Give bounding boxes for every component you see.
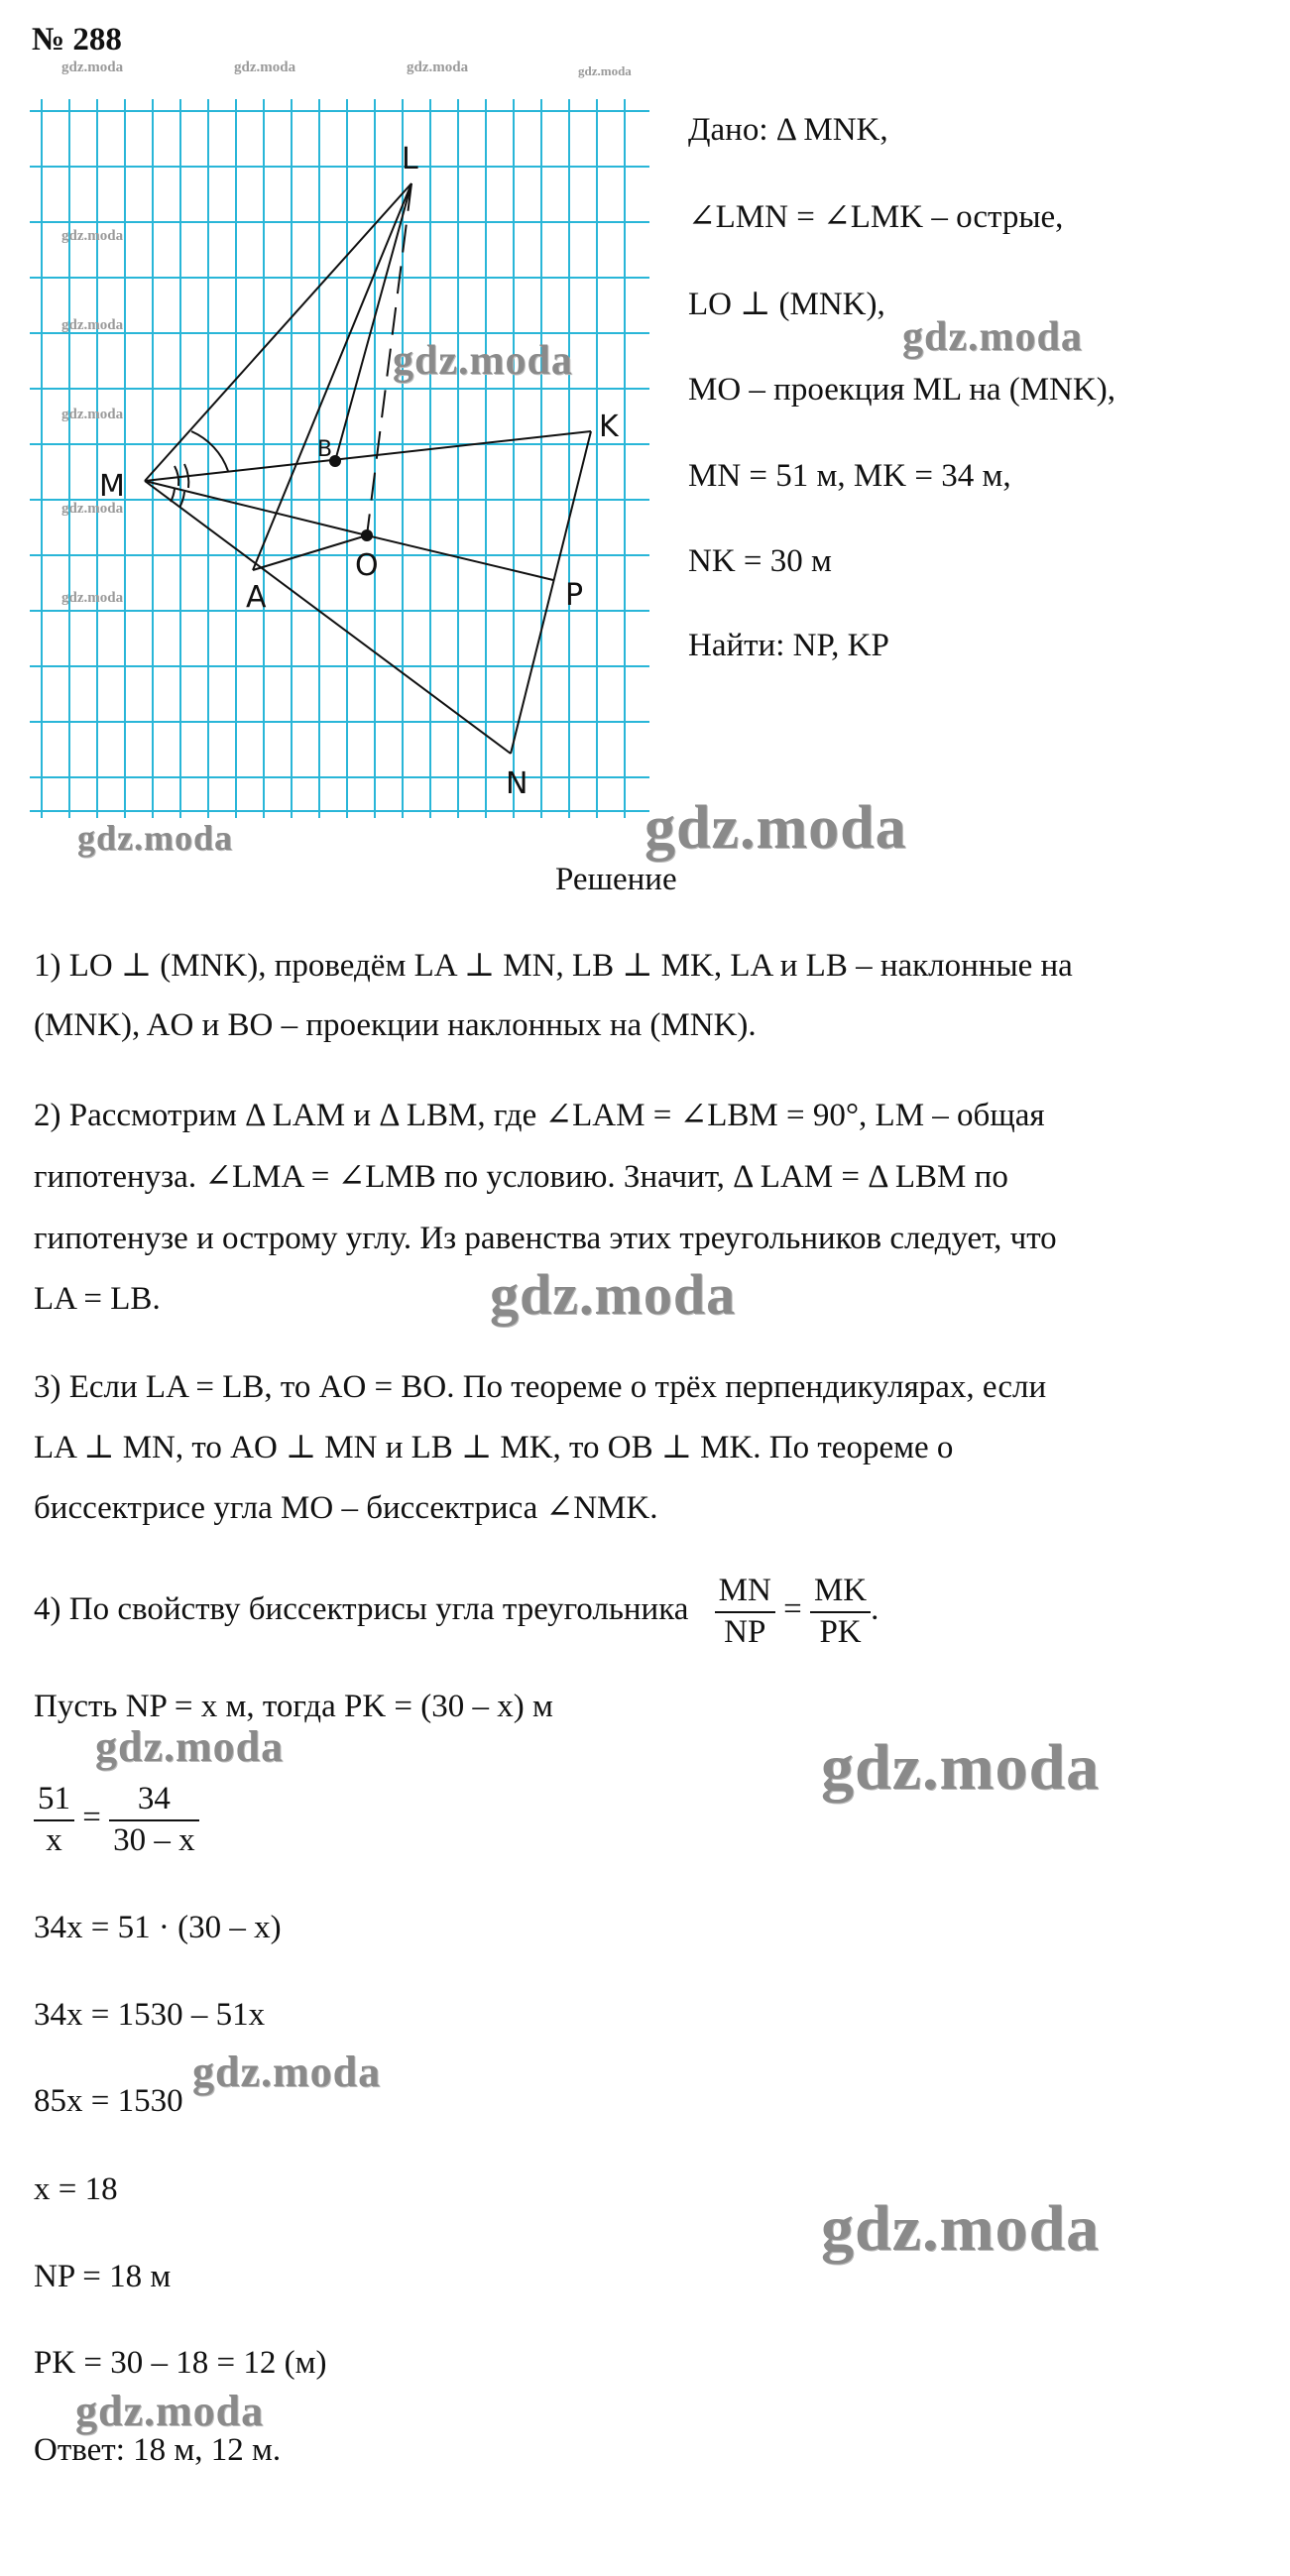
step2-line: LA = LB. (34, 1281, 161, 1317)
equation-line: x = 18 (34, 2171, 118, 2207)
step2-line: гипотенуза. ∠LMA = ∠LMB по условию. Значит, Δ LAM = Δ LBM по (34, 1159, 1008, 1195)
label-p: P (565, 578, 584, 613)
label-l: L (402, 142, 418, 176)
period: . (871, 1591, 880, 1628)
step1-line: (MNK), AO и BO – проекции наклонных на (MNK). (34, 1007, 757, 1043)
equation-line: 85x = 1530 (34, 2083, 183, 2119)
watermark: gdz.moda (61, 59, 124, 75)
label-o: O (355, 548, 379, 583)
equation-line: 34x = 1530 – 51x (34, 1997, 266, 2033)
problem-number: № 288 (32, 22, 122, 58)
step2-line: 2) Рассмотрим Δ LAM и Δ LBM, где ∠LAM = ∠LBM = 90°, LM – общая (34, 1098, 1045, 1133)
figure-lines (145, 183, 591, 754)
step4 (34, 1572, 879, 1652)
watermark: gdz.moda (77, 818, 234, 858)
equals-sign: = (82, 1800, 101, 1836)
label-m: M (99, 469, 125, 504)
label-b: B (317, 437, 333, 462)
watermark: gdz.moda (407, 59, 469, 75)
watermark: gdz.moda (234, 59, 296, 75)
fraction-51-x (34, 1780, 74, 1860)
fraction-denominator: x (34, 1819, 74, 1861)
solution-title: Решение (555, 862, 677, 897)
watermark: gdz.moda (61, 407, 124, 422)
watermark: gdz.moda (902, 314, 1083, 360)
step3-line: LA ⊥ MN, то AO ⊥ MN и LB ⊥ MK, то OB ⊥ MK. По теореме о (34, 1430, 954, 1465)
fraction-denominator: NP (715, 1611, 775, 1653)
watermark: gdz.moda (821, 1731, 1101, 1804)
answer: Ответ: 18 м, 12 м. (34, 2432, 282, 2468)
watermark: gdz.moda (393, 338, 573, 384)
label-n: N (506, 766, 528, 801)
equation-line: 34x = 51 · (30 – x) (34, 1910, 282, 1945)
watermark: gdz.moda (95, 1722, 285, 1771)
fraction-numerator: 51 (38, 1781, 70, 1816)
watermark: gdz.moda (61, 228, 124, 244)
let-statement: Пусть NP = x м, тогда PK = (30 – x) м (34, 1689, 553, 1724)
equation-line: NP = 18 м (34, 2259, 172, 2294)
fraction-denominator: PK (810, 1611, 871, 1653)
watermark: gdz.moda (61, 501, 124, 517)
watermark: gdz.moda (821, 2192, 1101, 2265)
fraction-mn-np (715, 1572, 775, 1652)
watermark: gdz.moda (578, 63, 632, 78)
label-k: K (599, 410, 619, 444)
step2-line: гипотенузе и острому углу. Из равенства этих треугольников следует, что (34, 1221, 1057, 1256)
given-line: Найти: NP, KP (688, 628, 889, 663)
step3-line: 3) Если LA = LB, то AO = BO. По теореме о трёх перпендикулярах, если (34, 1369, 1047, 1405)
fraction-mk-pk (810, 1572, 871, 1652)
fraction-numerator: MN (718, 1573, 771, 1608)
given-line: MO – проекция ML на (MNK), (688, 372, 1115, 408)
given-line: MN = 51 м, MK = 34 м, (688, 458, 1011, 494)
proportion (34, 1780, 199, 1860)
given-line: Дано: Δ MNK, (688, 112, 888, 148)
watermark: gdz.moda (61, 590, 124, 606)
step3-line: биссектрисе угла MO – биссектриса ∠NMK. (34, 1490, 658, 1526)
equation-line: PK = 30 – 18 = 12 (м) (34, 2345, 327, 2381)
watermark: gdz.moda (61, 317, 124, 333)
point-o (361, 529, 373, 541)
given-line: LO ⊥ (MNK), (688, 287, 885, 322)
geometry-diagram (30, 99, 664, 833)
fraction-34-30-x (109, 1780, 199, 1860)
equals-sign: = (783, 1591, 802, 1628)
step4-text: 4) По свойству биссектрисы угла треугольника (34, 1591, 689, 1628)
fraction-denominator: 30 – x (109, 1819, 199, 1861)
watermark: gdz.moda (75, 2387, 265, 2435)
watermark: gdz.moda (490, 1262, 737, 1327)
label-a: A (246, 580, 267, 615)
given-line: NK = 30 м (688, 543, 832, 579)
watermark: gdz.moda (192, 2048, 382, 2096)
step1-line: 1) LO ⊥ (MNK), проведём LA ⊥ MN, LB ⊥ MK, LA и LB – наклонные на (34, 948, 1073, 984)
fraction-numerator: 34 (137, 1781, 171, 1816)
watermark: gdz.moda (645, 794, 907, 862)
fraction-numerator: MK (813, 1573, 868, 1608)
given-line: ∠LMN = ∠LMK – острые, (688, 199, 1064, 235)
